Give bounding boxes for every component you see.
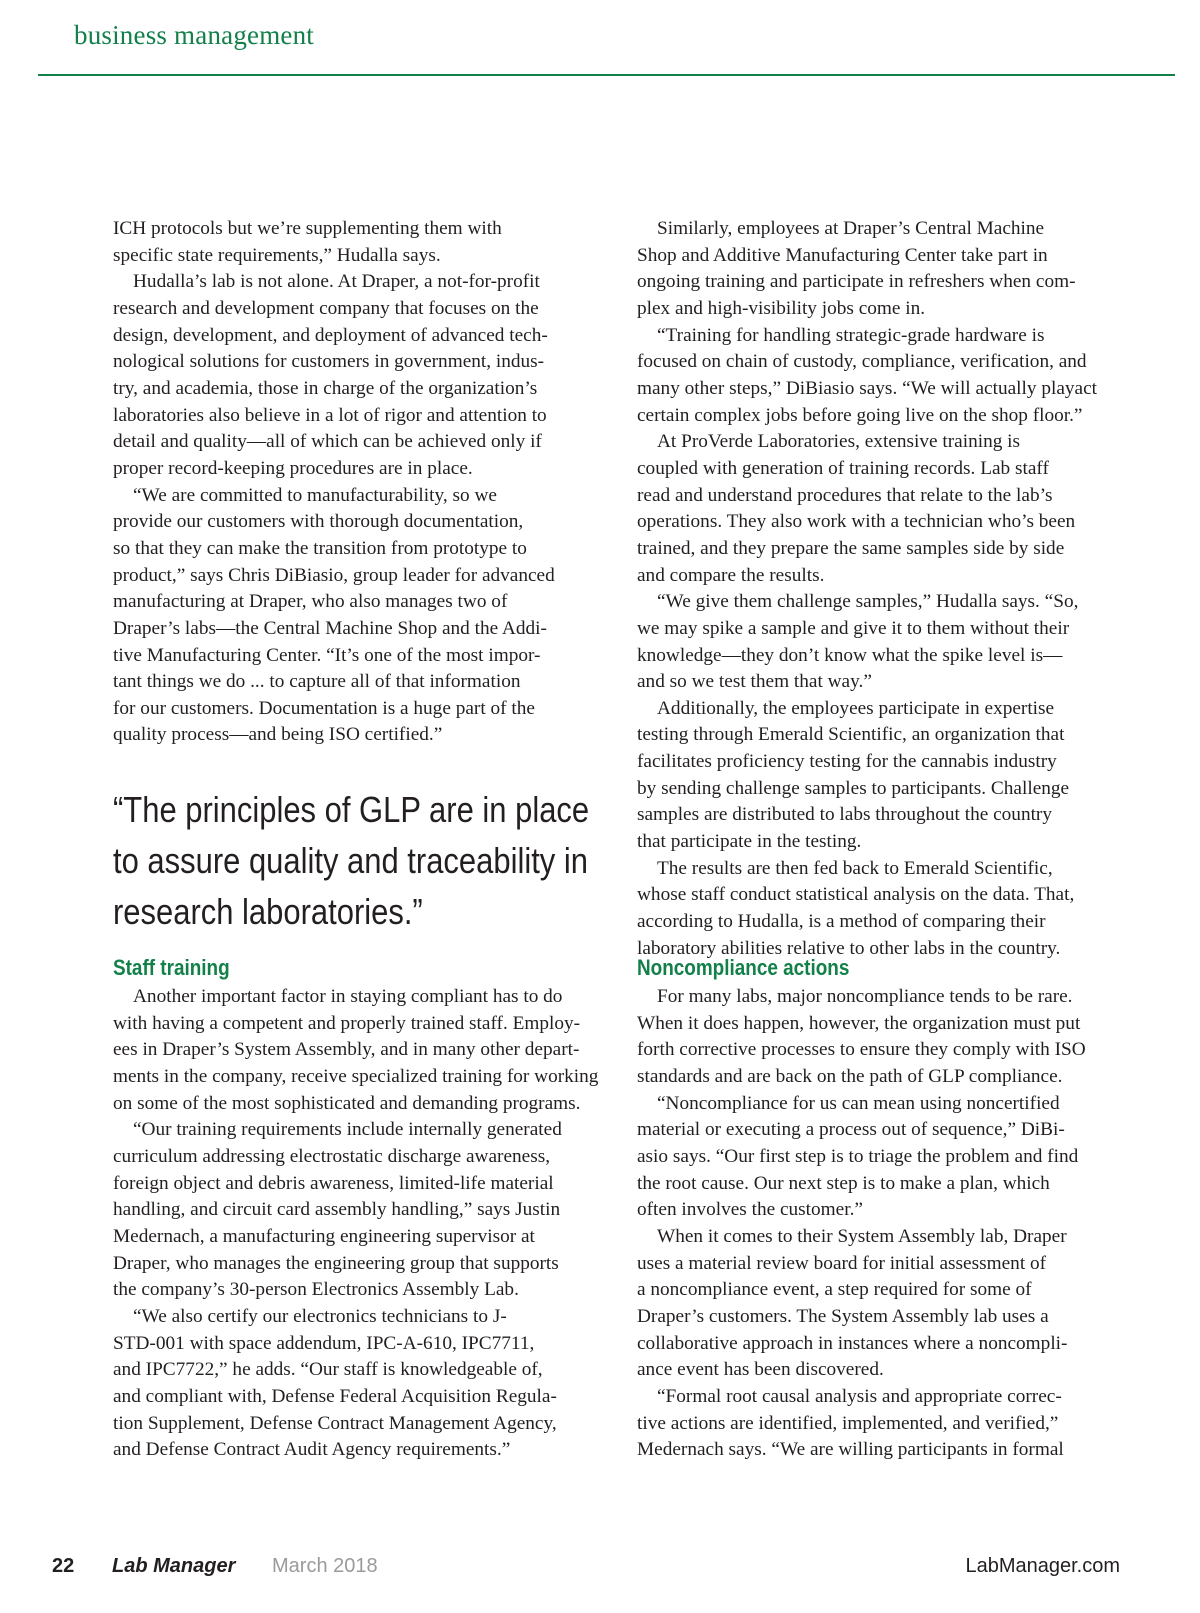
text-line: product,” says Chris DiBiasio, group leader for advanced xyxy=(113,564,555,586)
text-line: For many labs, major noncompliance tends to be rare. xyxy=(657,986,1073,1007)
pull-quote-line: research laboratories.” xyxy=(113,891,423,932)
text-line: Another important factor in staying compliant has to do xyxy=(133,986,563,1007)
text-line: When it comes to their System Assembly lab, Draper xyxy=(657,1225,1067,1247)
text-line: foreign object and debris awareness, limited-life material xyxy=(113,1172,554,1194)
text-line: tive Manufacturing Center. “It’s one of the most impor- xyxy=(113,644,541,666)
text-line: proper record-keeping procedures are in place. xyxy=(113,457,473,479)
pull-quote-line: to assure quality and traceability in xyxy=(113,840,588,881)
text-line: “We also certify our electronics technicians to J- xyxy=(133,1305,507,1327)
text-line: ICH protocols but we’re supplementing them with xyxy=(113,218,502,239)
text-line: uses a material review board for initial assessment of xyxy=(637,1252,1047,1274)
text-line: and so we test them that way.” xyxy=(637,671,872,693)
text-line: ees in Draper’s System Assembly, and in many other depart- xyxy=(113,1039,580,1061)
text-line: on some of the most sophisticated and demanding programs. xyxy=(113,1092,581,1114)
text-line: Medernach says. “We are willing participants in formal xyxy=(637,1439,1064,1461)
website-link[interactable]: LabManager.com xyxy=(965,1555,1120,1577)
text-line: quality process—and being ISO certified.” xyxy=(113,724,443,746)
text-line: Medernach, a manufacturing engineering supervisor at xyxy=(113,1225,535,1247)
text-line: “Noncompliance for us can mean using noncertified xyxy=(657,1092,1060,1114)
text-line: curriculum addressing electrostatic discharge awareness, xyxy=(113,1145,551,1167)
text-line: STD-001 with space addendum, IPC-A-610, IPC7711, xyxy=(113,1332,535,1354)
text-line: forth corrective processes to ensure they comply with ISO xyxy=(637,1039,1086,1061)
text-line: Draper, who manages the engineering group that supports xyxy=(113,1252,559,1274)
text-line: Draper’s customers. The System Assembly lab uses a xyxy=(637,1305,1049,1327)
left-column-body xyxy=(113,216,603,749)
header-rule xyxy=(38,74,1175,76)
text-line: plex and high-visibility jobs come in. xyxy=(637,297,926,319)
text-line: Similarly, employees at Draper’s Central Machine xyxy=(657,218,1045,239)
text-line: and IPC7722,” he adds. “Our staff is knowledgeable of, xyxy=(113,1359,543,1381)
text-line: “Our training requirements include internally generated xyxy=(133,1119,562,1141)
text-line: “We are committed to manufacturability, so we xyxy=(133,484,497,506)
text-line: a noncompliance event, a step required for some of xyxy=(637,1279,1032,1301)
text-line: When it does happen, however, the organization must put xyxy=(637,1012,1081,1034)
text-line: ments in the company, receive specialized training for working xyxy=(113,1065,599,1087)
section-label: business management xyxy=(74,20,314,50)
staff-training-heading: Staff training xyxy=(113,955,230,980)
text-line: tant things we do ... to capture all of that information xyxy=(113,671,521,693)
text-line: Hudalla’s lab is not alone. At Draper, a not-for-profit xyxy=(133,271,540,293)
text-line: asio says. “Our first step is to triage the problem and find xyxy=(637,1145,1079,1167)
text-line: by sending challenge samples to participants. Challenge xyxy=(637,777,1070,799)
text-line: that participate in the testing. xyxy=(637,831,862,853)
text-line: provide our customers with thorough documentation, xyxy=(113,511,524,533)
text-line: laboratory abilities relative to other labs in the country. xyxy=(637,937,1061,959)
text-line: with having a competent and properly trained staff. Employ- xyxy=(113,1012,581,1034)
text-line: Draper’s labs—the Central Machine Shop and the Addi- xyxy=(113,617,547,639)
text-line: certain complex jobs before going live on the shop floor.” xyxy=(637,404,1083,426)
text-line: “Training for handling strategic-grade hardware is xyxy=(657,324,1045,346)
text-line: the company’s 30-person Electronics Assembly Lab. xyxy=(113,1279,519,1301)
text-line: knowledge—they don’t know what the spike level is— xyxy=(637,644,1063,666)
text-line: tion Supplement, Defense Contract Management Agency, xyxy=(113,1412,557,1434)
text-line: ance event has been discovered. xyxy=(637,1359,884,1381)
text-line: tive actions are identified, implemented, and verified,” xyxy=(637,1412,1059,1434)
text-line: testing through Emerald Scientific, an organization that xyxy=(637,724,1065,746)
text-line: according to Hudalla, is a method of comparing their xyxy=(637,911,1046,933)
text-line: material or executing a process out of sequence,” DiBi- xyxy=(637,1119,1065,1141)
text-line: trained, and they prepare the same samples side by side xyxy=(637,537,1065,559)
text-line: handling, and circuit card assembly handling,” says Justin xyxy=(113,1199,561,1221)
text-line: Additionally, the employees participate in expertise xyxy=(657,697,1055,719)
text-line: specific state requirements,” Hudalla says. xyxy=(113,244,441,266)
text-line: laboratories also believe in a lot of rigor and attention to xyxy=(113,404,547,426)
text-line: read and understand procedures that relate to the lab’s xyxy=(637,484,1053,506)
text-line: The results are then fed back to Emerald Scientific, xyxy=(657,857,1053,879)
text-line: ongoing training and participate in refreshers when com- xyxy=(637,271,1076,293)
right-column-body xyxy=(637,216,1127,962)
text-line: we may spike a sample and give it to them without their xyxy=(637,617,1070,639)
text-line: Shop and Additive Manufacturing Center take part in xyxy=(637,244,1048,266)
text-line: for our customers. Documentation is a huge part of the xyxy=(113,697,535,719)
text-line: whose staff conduct statistical analysis on the data. That, xyxy=(637,884,1075,906)
issue-date: March 2018 xyxy=(272,1555,378,1577)
text-line: design, development, and deployment of advanced tech- xyxy=(113,324,548,346)
text-line: coupled with generation of training records. Lab staff xyxy=(637,457,1049,479)
pull-quote xyxy=(113,784,590,937)
magazine-title: Lab Manager xyxy=(112,1555,236,1577)
noncompliance-heading: Noncompliance actions xyxy=(637,955,850,980)
text-line: and compliant with, Defense Federal Acquisition Regula- xyxy=(113,1385,557,1407)
text-line: collaborative approach in instances where a noncompli- xyxy=(637,1332,1068,1354)
text-line: the root cause. Our next step is to make a plan, which xyxy=(637,1172,1050,1194)
text-line: At ProVerde Laboratories, extensive training is xyxy=(657,431,1021,453)
text-line: samples are distributed to labs throughout the country xyxy=(637,804,1052,826)
text-line: focused on chain of custody, compliance, verification, and xyxy=(637,351,1087,373)
text-line: try, and academia, those in charge of the organization’s xyxy=(113,377,538,399)
text-line: research and development company that focuses on the xyxy=(113,297,539,319)
noncompliance-body xyxy=(637,984,1127,1464)
text-line: and Defense Contract Audit Agency requirements.” xyxy=(113,1439,511,1461)
text-line: often involves the customer.” xyxy=(637,1199,863,1221)
page-number: 22 xyxy=(52,1555,75,1577)
text-line: manufacturing at Draper, who also manages two of xyxy=(113,591,508,613)
text-line: standards and are back on the path of GLP compliance. xyxy=(637,1065,1063,1087)
text-line: and compare the results. xyxy=(637,564,825,586)
pull-quote-line: “The principles of GLP are in place xyxy=(113,789,590,830)
text-line: nological solutions for customers in government, indus- xyxy=(113,351,545,373)
text-line: so that they can make the transition from prototype to xyxy=(113,537,527,559)
page-footer xyxy=(48,1555,1200,1585)
staff-training-body xyxy=(113,984,603,1464)
text-line: “We give them challenge samples,” Hudalla says. “So, xyxy=(657,591,1079,613)
text-line: operations. They also work with a technician who’s been xyxy=(637,511,1076,533)
text-line: detail and quality—all of which can be achieved only if xyxy=(113,431,542,453)
text-line: facilitates proficiency testing for the cannabis industry xyxy=(637,751,1057,773)
text-line: many other steps,” DiBiasio says. “We will actually playact xyxy=(637,377,1098,399)
text-line: “Formal root causal analysis and appropriate correc- xyxy=(657,1385,1062,1407)
